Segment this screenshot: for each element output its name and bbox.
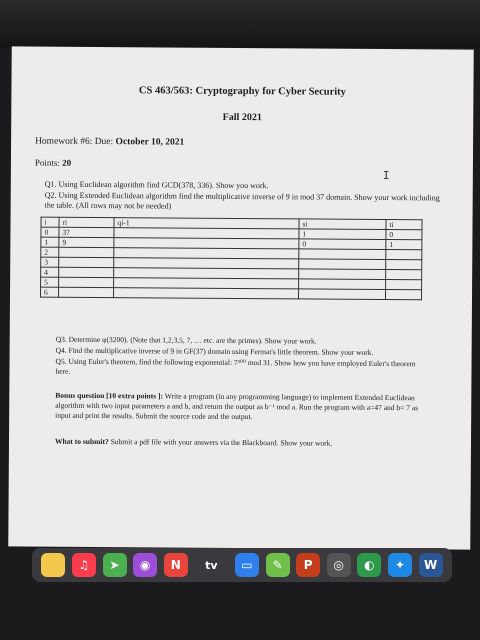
table-cell: 0: [41, 227, 59, 237]
table-cell: [386, 280, 422, 290]
news-app-icon[interactable]: N: [164, 553, 188, 577]
chrome-app-icon[interactable]: ◐: [357, 553, 381, 577]
table-cell: [386, 260, 422, 270]
word-app-icon[interactable]: W: [419, 553, 443, 577]
euclid-table: [40, 217, 423, 301]
table-cell: [385, 290, 421, 300]
table-cell: [386, 250, 422, 260]
table-cell: 0: [386, 230, 422, 240]
table-header-cell: si: [299, 219, 386, 230]
table-cell: 5: [41, 277, 59, 287]
table-header-cell: i: [41, 217, 59, 227]
table-cell: 1: [41, 237, 59, 247]
table-cell: [299, 269, 386, 280]
table-header-cell: ri: [59, 217, 114, 227]
table-cell: 2: [41, 247, 59, 257]
apple-tv-app-icon[interactable]: [194, 553, 228, 577]
dock: [32, 548, 452, 582]
due-date: October 10, 2021: [115, 137, 185, 148]
question-3: Q3. Determine φ(3200). (Note that 1,2,3,5, 7, … etc. are the primes). Show your work.: [55, 334, 317, 346]
points-line: [35, 158, 71, 168]
podcasts-app-icon[interactable]: ◉: [133, 553, 157, 577]
table-cell: [299, 279, 386, 290]
homework-line: [35, 137, 184, 148]
table-cell: [59, 267, 114, 277]
table-cell: [59, 247, 114, 257]
table-header-cell: ti: [386, 220, 422, 230]
homework-prefix: Homework #6: Due:: [35, 136, 116, 148]
notes-app-icon[interactable]: [41, 553, 65, 577]
table-cell: 1: [299, 229, 386, 240]
table-cell: 6: [41, 287, 59, 297]
question-2: Q2. Using Extended Euclidean algorithm find the multiplicative inverse of 9 in mod 37 domain. Show your work including the table. (All rows may not be needed): [44, 190, 440, 211]
table-cell: 9: [59, 237, 114, 247]
submit-text: Submit a pdf file with your answers via the Blackboard. Show your work.: [108, 437, 333, 448]
music-app-icon[interactable]: ♫: [72, 553, 96, 577]
ui-browser-app-icon[interactable]: ◎: [327, 553, 351, 577]
table-cell: [299, 249, 386, 260]
table-cell: 4: [41, 267, 59, 277]
app-store-app-icon[interactable]: ✦: [388, 553, 412, 577]
table-cell: [298, 289, 385, 300]
table-cell: [299, 259, 386, 270]
question-1: Q1. Using Euclidean algorithm find GCD(378, 336). Show you work.: [44, 179, 269, 191]
laptop-bezel-bottom: [0, 584, 480, 640]
points-value: 20: [62, 157, 72, 168]
table-cell: [59, 277, 114, 287]
submit-label: What to submit?: [54, 436, 109, 447]
preview-app-icon[interactable]: ✎: [266, 553, 290, 577]
term-label: Fall 2021: [222, 111, 262, 124]
table-row: [41, 287, 422, 300]
table-cell: 0: [299, 239, 386, 250]
maps-app-icon[interactable]: ➤: [103, 553, 127, 577]
tv-label: tv: [205, 558, 218, 572]
table-header-cell: qi-1: [114, 218, 299, 229]
screen: [8, 46, 473, 549]
table-cell: [59, 287, 114, 297]
course-title: CS 463/563: Cryptography for Cyber Security: [138, 85, 346, 98]
table-cell: 37: [59, 227, 114, 237]
question-4: Q4. Find the multiplicative inverse of 9 in GF(37) domain using Fermat's little theorem. Show your work.: [55, 345, 374, 357]
points-label: Points:: [34, 157, 63, 168]
bonus-text: Write a program (in any programming language) to implement Extended Euclidean algorithm with two input parameters a and b, and return the output as b⁻¹ mod a. Run the program with a=47 and b= 7 as input and print the results. Submit the source code and the output.: [55, 391, 419, 422]
table-cell: [386, 270, 422, 280]
submission-instructions: [55, 437, 332, 448]
bonus-label: Bonus question [10 extra points ]:: [55, 390, 164, 401]
table-cell: [113, 288, 298, 299]
document-page: [8, 46, 473, 549]
table-cell: 1: [386, 240, 422, 250]
table-cell: [59, 257, 114, 267]
question-5: Q5. Using Euler's theorem, find the following exponential: 7³⁰⁰ mod 31. Show how you have employed Euler's theorem here.: [55, 356, 416, 376]
keynote-app-icon[interactable]: ▭: [235, 553, 259, 577]
laptop-bezel-top: [0, 0, 480, 48]
table-cell: 3: [41, 257, 59, 267]
powerpoint-app-icon[interactable]: P: [296, 553, 320, 577]
bonus-question: [55, 391, 425, 424]
text-cursor-icon: I: [382, 168, 390, 183]
